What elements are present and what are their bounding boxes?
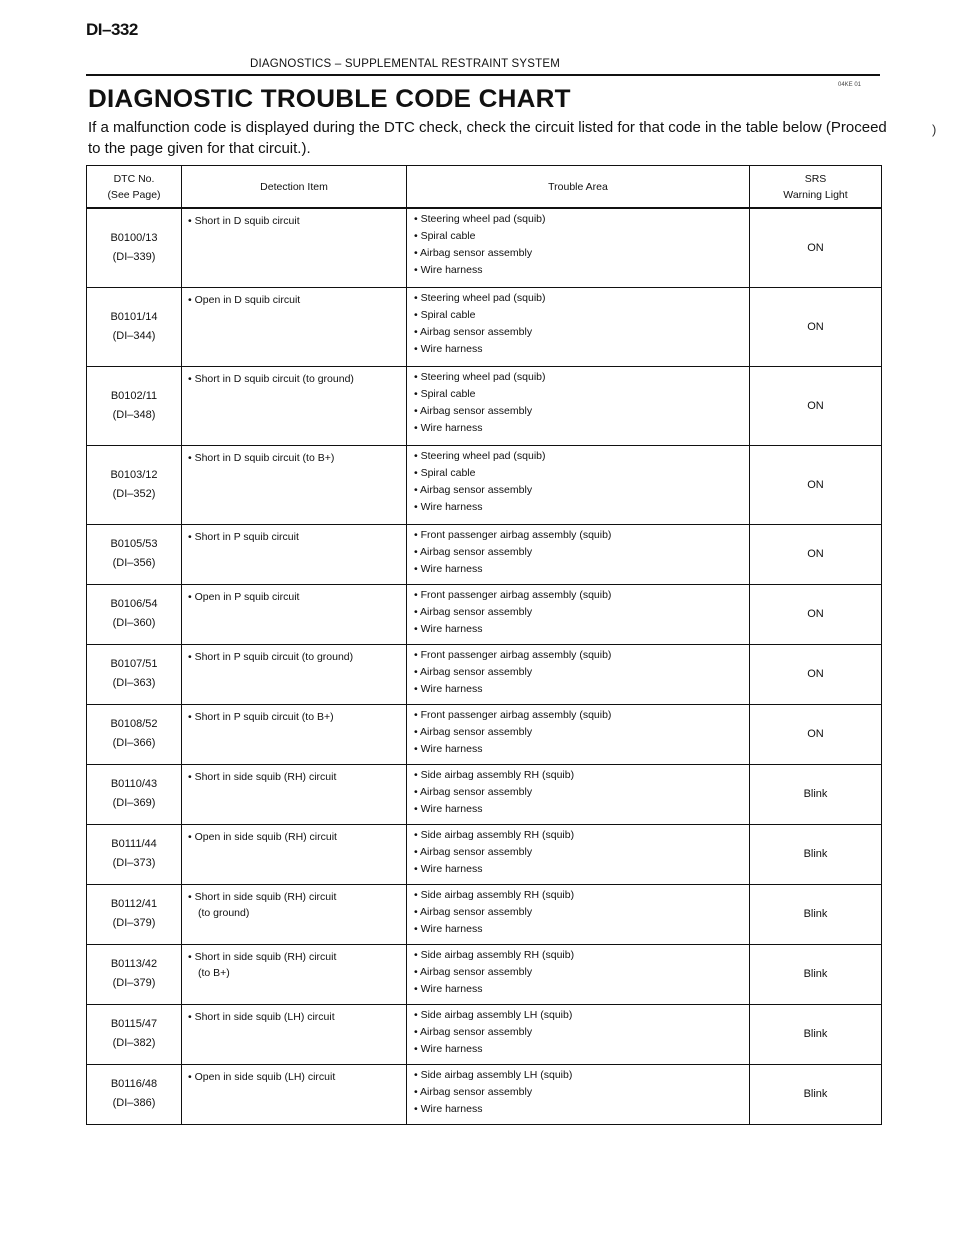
table-row xyxy=(87,1064,882,1124)
srs-warning-light-status: ON xyxy=(750,524,882,584)
dtc-code-cell xyxy=(87,584,182,644)
trouble-area-line: • Side airbag assembly LH (squib) xyxy=(414,1008,573,1021)
trouble-area-line: • Wire harness xyxy=(414,622,483,635)
trouble-area-line: • Side airbag assembly RH (squib) xyxy=(414,948,575,961)
header-rule xyxy=(86,74,880,76)
srs-warning-light-status: Blink xyxy=(750,824,882,884)
trouble-area-line: • Front passenger airbag assembly (squib) xyxy=(414,648,612,661)
table-row xyxy=(87,287,882,366)
trouble-area-cell xyxy=(407,366,750,445)
detection-item-cell xyxy=(182,208,407,287)
trouble-area-cell xyxy=(407,584,750,644)
intro-paragraph: If a malfunction code is displayed during the DTC check, check the circuit listed for that code in the table below (Proceed to the page given for that circuit.). xyxy=(88,119,887,157)
srs-warning-light-status: Blink xyxy=(750,884,882,944)
detection-item-line: • Short in side squib (RH) circuit xyxy=(188,890,337,903)
table-row xyxy=(87,824,882,884)
trouble-area-line: • Wire harness xyxy=(414,500,483,513)
trouble-area-line: • Wire harness xyxy=(414,802,483,815)
table-row xyxy=(87,445,882,524)
trouble-area-line: • Wire harness xyxy=(414,1102,483,1115)
detection-item-cell xyxy=(182,1004,407,1064)
trouble-area-line: • Airbag sensor assembly xyxy=(414,247,533,259)
dtc-code-cell xyxy=(87,884,182,944)
srs-warning-light-status: ON xyxy=(750,445,882,524)
trouble-area-cell xyxy=(407,644,750,704)
header-detection-item: Detection Item xyxy=(182,166,407,209)
dtc-page-ref: (DI–339) xyxy=(112,250,156,263)
detection-item-line: • Short in D squib circuit xyxy=(188,215,300,227)
page-title: DIAGNOSTIC TROUBLE CODE CHART xyxy=(88,85,571,113)
dtc-code-cell xyxy=(87,208,182,287)
trouble-area-line: • Airbag sensor assembly xyxy=(414,545,533,558)
trouble-area-line: • Airbag sensor assembly xyxy=(414,785,533,798)
detection-item-cell xyxy=(182,287,407,366)
trouble-area-line: • Front passenger airbag assembly (squib) xyxy=(414,528,612,541)
table-row xyxy=(87,764,882,824)
page-number: DI–332 xyxy=(86,20,138,39)
detection-item-cell xyxy=(182,445,407,524)
detection-item-line: (to B+) xyxy=(198,966,230,979)
dtc-table xyxy=(86,165,882,1125)
dtc-code-cell xyxy=(87,944,182,1004)
dtc-code: B0105/53 xyxy=(110,538,158,550)
dtc-code: B0108/52 xyxy=(110,718,158,730)
trouble-area-line: • Airbag sensor assembly xyxy=(414,404,533,417)
detection-item-cell xyxy=(182,824,407,884)
detection-item-line: • Short in side squib (RH) circuit xyxy=(188,950,337,963)
dtc-page-ref: (DI–363) xyxy=(112,677,156,689)
trouble-area-line: • Steering wheel pad (squib) xyxy=(414,370,546,383)
trouble-area-cell xyxy=(407,287,750,366)
trouble-area-cell xyxy=(407,884,750,944)
trouble-area-line: • Airbag sensor assembly xyxy=(414,325,533,338)
trouble-area-line: • Wire harness xyxy=(414,682,483,695)
table-row xyxy=(87,366,882,445)
header-trouble-area: Trouble Area xyxy=(407,166,750,209)
trouble-area-line: • Spiral cable xyxy=(414,230,476,242)
dtc-code: B0116/48 xyxy=(110,1078,158,1090)
dtc-code: B0100/13 xyxy=(110,231,158,244)
dtc-page-ref: (DI–379) xyxy=(112,917,156,929)
dtc-page-ref: (DI–386) xyxy=(112,1097,156,1109)
trouble-area-line: • Side airbag assembly RH (squib) xyxy=(414,768,575,781)
detection-item-line: • Short in side squib (RH) circuit xyxy=(188,770,337,783)
trouble-area-line: • Airbag sensor assembly xyxy=(414,905,533,918)
dtc-code: B0111/44 xyxy=(111,838,157,850)
srs-warning-light-status: ON xyxy=(750,704,882,764)
dtc-code-cell xyxy=(87,445,182,524)
trouble-area-line: • Wire harness xyxy=(414,264,483,276)
table-header xyxy=(87,166,882,209)
detection-item-line: • Open in P squib circuit xyxy=(188,590,300,603)
dtc-page-ref: (DI–344) xyxy=(112,329,156,342)
detection-item-cell xyxy=(182,366,407,445)
document-code: 04KE 01 xyxy=(838,82,862,88)
trouble-area-line: • Airbag sensor assembly xyxy=(414,1025,533,1038)
trouble-area-line: • Wire harness xyxy=(414,862,483,875)
trouble-area-line: • Wire harness xyxy=(414,982,483,995)
detection-item-cell xyxy=(182,644,407,704)
dtc-page-ref: (DI–356) xyxy=(112,557,156,569)
dtc-page-ref: (DI–382) xyxy=(112,1037,156,1049)
trouble-area-line: • Steering wheel pad (squib) xyxy=(414,291,546,304)
dtc-code: B0110/43 xyxy=(110,778,158,790)
srs-warning-light-status: Blink xyxy=(750,764,882,824)
dtc-code: B0113/42 xyxy=(110,958,158,970)
table-row xyxy=(87,1004,882,1064)
dtc-code-cell xyxy=(87,366,182,445)
trouble-area-line: • Spiral cable xyxy=(414,466,476,479)
dtc-code: B0101/14 xyxy=(110,310,158,323)
trouble-area-line: • Wire harness xyxy=(414,342,483,355)
detection-item-cell xyxy=(182,704,407,764)
trouble-area-line: • Spiral cable xyxy=(414,308,476,321)
table-row xyxy=(87,704,882,764)
dtc-page-ref: (DI–348) xyxy=(112,408,156,421)
dtc-page-ref: (DI–379) xyxy=(112,977,156,989)
srs-warning-light-status: Blink xyxy=(750,1004,882,1064)
detection-item-line: • Short in P squib circuit (to ground) xyxy=(188,650,354,663)
dtc-page-ref: (DI–366) xyxy=(112,737,156,749)
dtc-page-ref: (DI–360) xyxy=(112,617,156,629)
trouble-area-line: • Airbag sensor assembly xyxy=(414,725,533,738)
edge-mark: ) xyxy=(932,122,937,137)
trouble-area-line: • Front passenger airbag assembly (squib) xyxy=(414,588,612,601)
table-body xyxy=(87,208,882,1124)
trouble-area-line: • Airbag sensor assembly xyxy=(414,845,533,858)
header-see-page-label: (See Page) xyxy=(107,188,161,201)
srs-warning-light-status: ON xyxy=(750,584,882,644)
trouble-area-line: • Wire harness xyxy=(414,562,483,575)
trouble-area-line: • Airbag sensor assembly xyxy=(414,1085,533,1098)
trouble-area-line: • Wire harness xyxy=(414,742,483,755)
header-dtc-no xyxy=(87,166,182,209)
trouble-area-line: • Airbag sensor assembly xyxy=(414,483,533,496)
dtc-page-ref: (DI–373) xyxy=(112,857,156,869)
dtc-page-ref: (DI–352) xyxy=(112,487,156,500)
header-dtc-label: DTC No. xyxy=(113,172,155,185)
dtc-page-ref: (DI–369) xyxy=(112,797,156,809)
trouble-area-cell xyxy=(407,704,750,764)
table-row xyxy=(87,884,882,944)
detection-item-cell xyxy=(182,944,407,1004)
detection-item-line: • Open in side squib (RH) circuit xyxy=(188,830,337,843)
trouble-area-line: • Side airbag assembly RH (squib) xyxy=(414,888,575,901)
dtc-code-cell xyxy=(87,824,182,884)
dtc-code-cell xyxy=(87,764,182,824)
trouble-area-cell xyxy=(407,208,750,287)
header-srs-warning-light xyxy=(750,166,882,209)
dtc-code-cell xyxy=(87,1064,182,1124)
trouble-area-line: • Wire harness xyxy=(414,1042,483,1055)
trouble-area-line: • Airbag sensor assembly xyxy=(414,965,533,978)
trouble-area-line: • Steering wheel pad (squib) xyxy=(414,449,546,462)
table-row xyxy=(87,644,882,704)
srs-warning-light-status: Blink xyxy=(750,944,882,1004)
detection-item-line: • Open in D squib circuit xyxy=(188,293,301,306)
trouble-area-line: • Front passenger airbag assembly (squib) xyxy=(414,708,612,721)
detection-item-cell xyxy=(182,524,407,584)
dtc-code: B0115/47 xyxy=(110,1018,158,1030)
trouble-area-cell xyxy=(407,524,750,584)
srs-warning-light-status: ON xyxy=(750,287,882,366)
dtc-code: B0102/11 xyxy=(110,389,158,402)
trouble-area-line: • Side airbag assembly RH (squib) xyxy=(414,828,575,841)
trouble-area-cell xyxy=(407,764,750,824)
header-warning-light-label: Warning Light xyxy=(783,188,848,201)
header-srs-label: SRS xyxy=(804,172,827,185)
trouble-area-line: • Airbag sensor assembly xyxy=(414,665,533,678)
dtc-code: B0107/51 xyxy=(110,658,158,670)
dtc-code-cell xyxy=(87,704,182,764)
dtc-code-cell xyxy=(87,287,182,366)
detection-item-line: (to ground) xyxy=(198,906,250,919)
detection-item-cell xyxy=(182,884,407,944)
dtc-code-cell xyxy=(87,524,182,584)
srs-warning-light-status: ON xyxy=(750,208,882,287)
table-row xyxy=(87,208,882,287)
dtc-code: B0112/41 xyxy=(110,898,158,910)
trouble-area-line: • Wire harness xyxy=(414,421,483,434)
table-row xyxy=(87,584,882,644)
dtc-code-cell xyxy=(87,1004,182,1064)
detection-item-line: • Short in P squib circuit xyxy=(188,530,299,543)
srs-warning-light-status: Blink xyxy=(750,1064,882,1124)
trouble-area-line: • Wire harness xyxy=(414,922,483,935)
dtc-code: B0106/54 xyxy=(110,598,158,610)
dtc-code: B0103/12 xyxy=(110,468,158,481)
detection-item-cell xyxy=(182,764,407,824)
srs-warning-light-status: ON xyxy=(750,644,882,704)
detection-item-line: • Open in side squib (LH) circuit xyxy=(188,1070,336,1083)
trouble-area-cell xyxy=(407,1004,750,1064)
detection-item-cell xyxy=(182,1064,407,1124)
detection-item-line: • Short in D squib circuit (to B+) xyxy=(188,451,335,464)
detection-item-cell xyxy=(182,584,407,644)
trouble-area-line: • Steering wheel pad (squib) xyxy=(414,213,546,225)
trouble-area-cell xyxy=(407,824,750,884)
detection-item-line: • Short in D squib circuit (to ground) xyxy=(188,372,354,385)
trouble-area-cell xyxy=(407,1064,750,1124)
detection-item-line: • Short in side squib (LH) circuit xyxy=(188,1010,335,1023)
detection-item-line: • Short in P squib circuit (to B+) xyxy=(188,710,334,723)
table-row xyxy=(87,944,882,1004)
trouble-area-cell xyxy=(407,445,750,524)
table-row xyxy=(87,524,882,584)
trouble-area-cell xyxy=(407,944,750,1004)
dtc-code-cell xyxy=(87,644,182,704)
trouble-area-line: • Airbag sensor assembly xyxy=(414,605,533,618)
srs-warning-light-status: ON xyxy=(750,366,882,445)
section-header: DIAGNOSTICS – SUPPLEMENTAL RESTRAINT SYSTEM xyxy=(250,58,561,70)
trouble-area-line: • Spiral cable xyxy=(414,387,476,400)
trouble-area-line: • Side airbag assembly LH (squib) xyxy=(414,1068,573,1081)
